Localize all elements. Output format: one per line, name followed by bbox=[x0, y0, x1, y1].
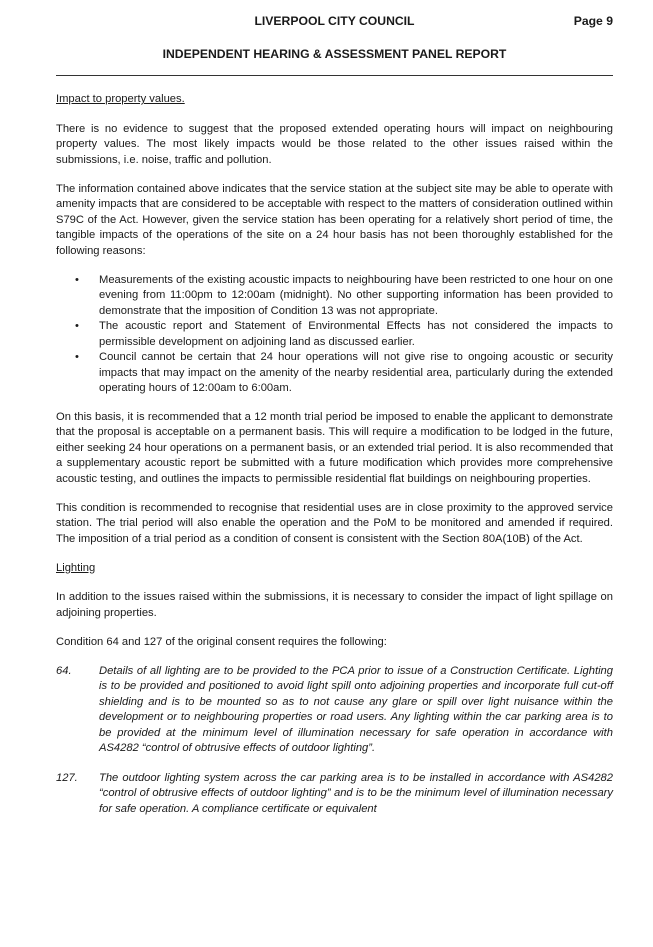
bullet-icon: • bbox=[75, 351, 79, 363]
list-item bbox=[56, 319, 613, 350]
condition-item bbox=[56, 664, 613, 757]
list-item bbox=[56, 273, 613, 320]
condition-number: 64. bbox=[56, 664, 72, 677]
page-number: Page 9 bbox=[573, 14, 613, 28]
paragraph: In addition to the issues raised within the submissions, it is necessary to consider the impact of light spillage on adjoining properties. bbox=[56, 591, 613, 619]
condition-number: 127. bbox=[56, 771, 78, 784]
paragraph: Condition 64 and 127 of the original consent requires the following: bbox=[56, 635, 387, 648]
paragraph: On this basis, it is recommended that a 12 month trial period be imposed to enable the applicant to demonstrate that the proposal is acceptable on a permanent basis. This will require a modification to be lodged in the future, either seeking 24 hour operations on a permanent basis, or an extended trial period. It is also recommended that a supplementary acoustic report be submitted with a future modification which provides more comprehensive acoustic testing, and outlines the impacts to permissible residential flat buildings on neighbouring properties. bbox=[56, 410, 613, 485]
report-title: INDEPENDENT HEARING & ASSESSMENT PANEL REPORT bbox=[162, 47, 507, 61]
paragraph: There is no evidence to suggest that the proposed extended operating hours will impact on neighbouring property values. The most likely impacts would be those related to the other issues raised within the submissions, i.e. noise, traffic and pollution. bbox=[56, 122, 613, 166]
condition-item bbox=[56, 771, 613, 818]
list-item bbox=[56, 350, 613, 397]
organisation-name: LIVERPOOL CITY COUNCIL bbox=[254, 14, 415, 28]
list-item-text: Measurements of the existing acoustic impacts to neighbouring have been restricted to one hour on one evening from 11:00pm to 12:00am (midnight). No other supporting information has been provided to demonstrate that the imposition of Condition 13 was not appropriate. bbox=[99, 273, 613, 317]
reasons-list bbox=[56, 273, 613, 397]
body-content bbox=[56, 92, 613, 831]
paragraph: This condition is recommended to recognise that residential uses are in close proximity to the approved service station. The trial period will also enable the operation and the PoM to be monitored and amended if required. The imposition of a trial period as a condition of consent is consistent with the Section 80A(10B) of the Act. bbox=[56, 501, 613, 545]
condition-text: Details of all lighting are to be provided to the PCA prior to issue of a Construction Certificate. Lighting is to be provided and positioned to avoid light spill onto adjoining properties and incorporate full cut-off shielding and is to be mounted so as to not cause any glare or spill over light nuisance within the development or to neighbouring properties or road users. Any lighting within the car parking area is to be provided at the minimum level of illumination necessary for safe operation in accordance with AS4282 “control of obtrusive effects of outdoor lighting”. bbox=[99, 664, 613, 754]
property-values-heading: Impact to property values. bbox=[56, 93, 185, 105]
header-divider bbox=[56, 75, 613, 76]
paragraph: The information contained above indicates that the service station at the subject site may be able to operate with amenity impacts that are considered to be acceptable with respect to the matters of consideration outlined within S79C of the Act. However, given the service station has been operating for a relatively short period of time, the tangible impacts of the operations of the site on a 24 hour basis has not been thoroughly established for the following reasons: bbox=[56, 182, 613, 257]
condition-text: The outdoor lighting system across the car parking area is to be installed in accordance with AS4282 “control of obtrusive effects of outdoor lighting” and is to be the minimum level of illumination necessary for safe operation. A compliance certificate or equivalent bbox=[99, 771, 613, 815]
bullet-icon: • bbox=[75, 273, 79, 286]
list-item-text: The acoustic report and Statement of Environmental Effects has not considered the impacts to permissible development on adjoining land as discussed earlier. bbox=[99, 320, 613, 348]
lighting-heading: Lighting bbox=[56, 561, 96, 574]
list-item-text: Council cannot be certain that 24 hour operations will not give rise to ongoing acoustic or security impacts that may impact on the amenity of the nearby residential area, particularly during the extended operating hours of 12:00am to 6:00am. bbox=[99, 351, 613, 394]
bullet-icon: • bbox=[75, 320, 79, 332]
